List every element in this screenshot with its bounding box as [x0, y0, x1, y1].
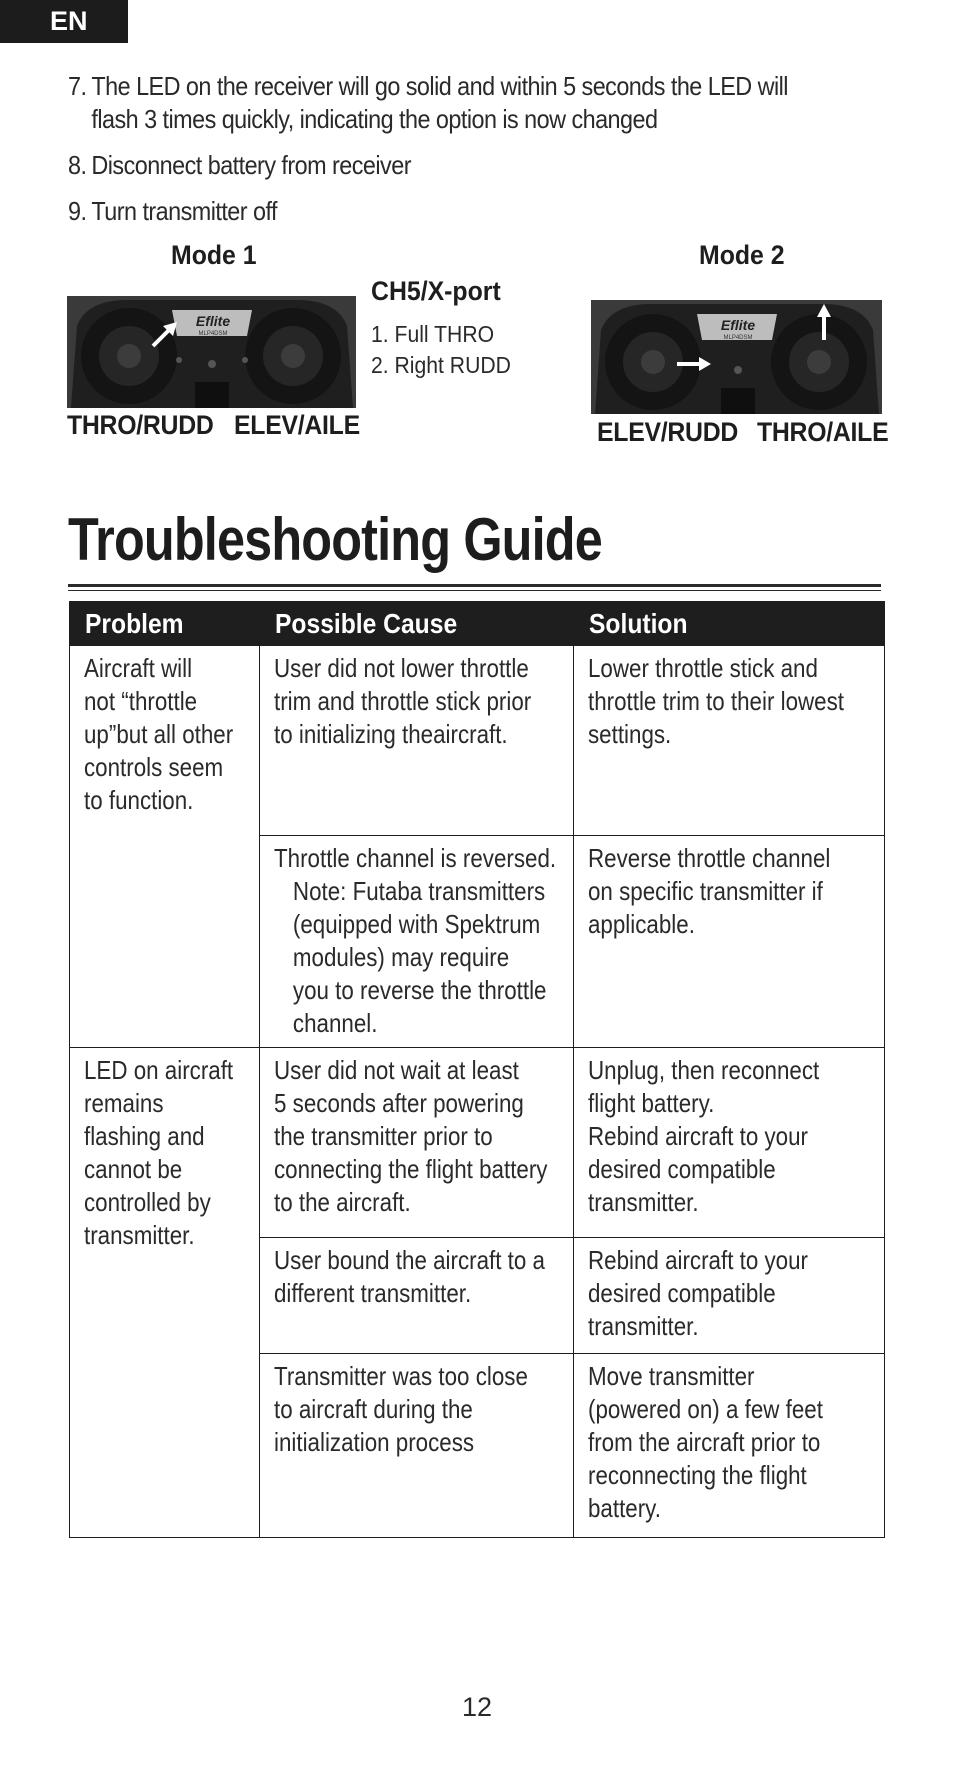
- brand-logo: Eflite: [720, 317, 756, 333]
- solution-cell: Unplug, then reconnect flight battery. Rebind aircraft to your desired compatible transmitter.: [574, 1048, 885, 1238]
- cause-cell: User bound the aircraft to a different transmitter.: [260, 1238, 574, 1354]
- table-header-row: [70, 602, 885, 646]
- problem-cell: LED on aircraft remains flashing and cannot be controlled by transmitter.: [70, 1048, 260, 1538]
- step-item: [68, 70, 806, 136]
- ch5-title: CH5/X-port: [371, 276, 501, 306]
- solution-cell: Reverse throttle channel on specific transmitter if applicable.: [574, 836, 885, 1048]
- mode2-left-stick-label: ELEV/RUDD: [597, 417, 739, 447]
- mode2-right-stick-label: THRO/AILE: [757, 417, 889, 447]
- page-title: Troubleshooting Guide: [68, 506, 602, 573]
- cause-cell: [260, 836, 574, 1048]
- step-number: 7.: [68, 71, 87, 101]
- step-number: 9.: [68, 196, 87, 226]
- step-item: [68, 195, 806, 228]
- language-tab: EN: [0, 0, 128, 43]
- mode1-right-stick-label: ELEV/AILE: [234, 410, 360, 440]
- troubleshooting-table: [69, 601, 885, 1538]
- cause-cell: User did not wait at least 5 seconds after powering the transmitter prior to connecting the flight battery to the aircraft.: [260, 1048, 574, 1238]
- brand-logo: Eflite: [195, 313, 231, 329]
- step-text: The LED on the receiver will go solid and within 5 seconds the LED will flash 3 times quickly, indicating the option is now changed: [91, 71, 788, 134]
- title-divider: [68, 584, 881, 587]
- column-header-cause: Possible Cause: [260, 602, 574, 646]
- step-text: Turn transmitter off: [91, 196, 277, 226]
- instruction-steps: [68, 70, 806, 241]
- title-divider: [68, 590, 881, 591]
- step-text: Disconnect battery from receiver: [91, 150, 411, 180]
- solution-cell: Rebind aircraft to your desired compatible transmitter.: [574, 1238, 885, 1354]
- page-number: 12: [461, 1692, 493, 1722]
- problem-cell: Aircraft will not “throttle up”but all other controls seem to function.: [70, 646, 260, 1048]
- ch5-option: 2. Right RUDD: [371, 352, 511, 378]
- table-row: [70, 1048, 885, 1238]
- solution-cell: Move transmitter (powered on) a few feet from the aircraft prior to reconnecting the flight battery.: [574, 1354, 885, 1538]
- cause-cell: Transmitter was too close to aircraft during the initialization process: [260, 1354, 574, 1538]
- mode1-left-stick-label: THRO/RUDD: [67, 410, 214, 440]
- step-item: [68, 149, 806, 182]
- cause-note: Note: Futaba transmitters (equipped with Spektrum modules) may require you to reverse the throttle channel.: [292, 876, 547, 1038]
- mode2-title: Mode 2: [699, 240, 785, 270]
- model-label: MLP4DSM: [198, 331, 228, 337]
- ch5-option: 1. Full THRO: [371, 321, 495, 347]
- mode2-transmitter-image: [591, 300, 882, 414]
- ch5-info: [371, 276, 511, 381]
- solution-cell: Lower throttle stick and throttle trim to their lowest settings.: [574, 646, 885, 836]
- cause-cell: User did not lower throttle trim and throttle stick prior to initializing theaircraft.: [260, 646, 574, 836]
- mode1-transmitter-image: [67, 296, 356, 408]
- mode1-title: Mode 1: [171, 240, 257, 270]
- model-label: MLP4DSM: [723, 335, 753, 341]
- table-row: [70, 646, 885, 836]
- column-header-solution: Solution: [574, 602, 885, 646]
- step-number: 8.: [68, 150, 87, 180]
- column-header-problem: Problem: [70, 602, 260, 646]
- cause-text: Throttle channel is reversed.: [274, 843, 557, 873]
